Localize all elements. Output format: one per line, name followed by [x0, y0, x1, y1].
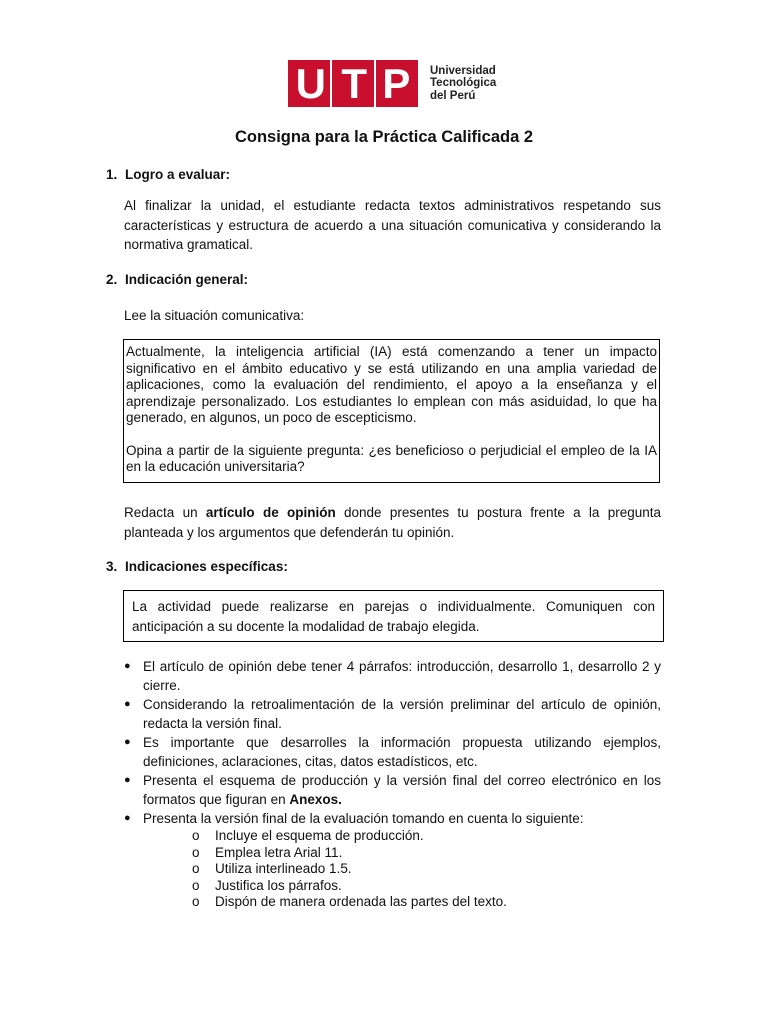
- section-heading-text: Indicaciones específicas:: [125, 559, 288, 574]
- list-item: [124, 695, 661, 733]
- section-heading-indicaciones-especificas: [106, 559, 288, 574]
- list-item-text: Presenta el esquema de producción y la versión final del correo electrónico en los formatos que figuran en: [143, 773, 661, 807]
- sub-list-item: [143, 894, 661, 911]
- section-number: 1.: [106, 167, 118, 182]
- logro-text: Al finalizar la unidad, el estudiante redacta textos administrativos respetando sus características y estructura de acuerdo a una situación comunicativa y considerando la normativa gramatical.: [124, 198, 661, 252]
- task-instruction: [124, 503, 661, 542]
- bullet-icon: ●: [124, 698, 131, 710]
- specific-instructions-list: [124, 657, 661, 911]
- utp-logo-text: [430, 65, 496, 103]
- task-instruction-bold: artículo de opinión: [205, 505, 336, 520]
- sub-list-item-text: Utiliza interlineado 1.5.: [215, 861, 352, 876]
- list-item: [124, 657, 661, 695]
- list-item-text: Es importante que desarrolles la información propuesta utilizando ejemplos, definiciones, aclaraciones, citas, datos estadísticos, etc.: [143, 735, 661, 769]
- sub-list-item: [143, 878, 661, 895]
- circle-bullet-icon: o: [192, 861, 200, 876]
- utp-logo-mark: [288, 60, 418, 107]
- logo-line-2: Tecnológica: [430, 77, 497, 90]
- sub-list-item-text: Dispón de manera ordenada las partes del texto.: [215, 894, 507, 909]
- list-item: [124, 809, 661, 911]
- logo-line-3: del Perú: [430, 89, 476, 102]
- logo-letter-p: P: [382, 60, 411, 107]
- sub-list-item: [143, 861, 661, 878]
- situation-box: [123, 339, 660, 483]
- situation-paragraph: Actualmente, la inteligencia artificial (IA) está comenzando a tener un impacto significativo en el ámbito educativo y se está utilizando en una amplia variedad de aplicaciones, como la evaluación del rendimiento, el apoyo a la enseñanza y el aprendizaje personalizado. Los estudiantes lo emplean con más asiduidad, lo que ha generado, en algunos, un poco de escepticismo.: [126, 344, 657, 425]
- list-item: [124, 733, 661, 771]
- sub-list-item-text: Incluye el esquema de producción.: [215, 828, 424, 843]
- final-version-checklist: [143, 828, 661, 911]
- task-instruction-post: donde presentes tu postura frente a la pregunta planteada y los argumentos que defenderán tu opinión.: [124, 505, 662, 540]
- sub-list-item-text: Justifica los párrafos.: [215, 877, 342, 893]
- list-item-text: Presenta la versión final de la evaluación tomando en cuenta lo siguiente:: [143, 811, 584, 826]
- section-number: 2.: [106, 272, 118, 287]
- list-item: [124, 771, 661, 809]
- circle-bullet-icon: o: [192, 844, 200, 860]
- logo-letter-u: U: [295, 60, 326, 107]
- sub-list-item: [143, 828, 661, 845]
- opinion-question: Opina a partir de la siguiente pregunta: ¿es beneficioso o perjudicial el empleo de la IA en la educación universitaria?: [126, 442, 657, 474]
- logo-divider: [330, 60, 332, 107]
- circle-bullet-icon: o: [192, 894, 200, 909]
- section-heading-text: Indicación general:: [125, 272, 249, 287]
- section-heading-indicacion-general: [106, 272, 248, 287]
- bullet-icon: ●: [124, 812, 131, 824]
- section-heading-logro: [106, 167, 230, 182]
- logo-letter-t: T: [341, 60, 367, 107]
- situation-intro: Lee la situación comunicativa:: [124, 308, 305, 323]
- sub-list-item: [143, 845, 661, 862]
- bullet-icon: ●: [124, 736, 131, 748]
- list-item-text: Considerando la retroalimentación de la versión preliminar del artículo de opinión, redacta la versión final.: [143, 697, 661, 731]
- list-item-text: El artículo de opinión debe tener 4 párrafos: introducción, desarrollo 1, desarrollo 2 y cierre.: [143, 659, 661, 693]
- anexos-bold: Anexos.: [289, 792, 342, 807]
- logo-divider: [374, 60, 376, 107]
- circle-bullet-icon: o: [192, 877, 200, 893]
- bullet-icon: ●: [124, 774, 131, 786]
- circle-bullet-icon: o: [192, 828, 200, 843]
- page-title: Consigna para la Práctica Calificada 2: [234, 128, 534, 146]
- utp-logo: [288, 60, 496, 107]
- section-heading-text: Logro a evaluar:: [125, 167, 231, 182]
- logo-line-1: Universidad: [430, 64, 496, 77]
- section-number: 3.: [106, 559, 118, 574]
- task-instruction-pre: Redacta un: [124, 505, 206, 520]
- bullet-icon: ●: [124, 660, 131, 672]
- sub-list-item-text: Emplea letra Arial 11.: [215, 844, 343, 860]
- modality-box: La actividad puede realizarse en parejas o individualmente. Comuniquen con anticipación a su docente la modalidad de trabajo elegida.: [123, 590, 664, 642]
